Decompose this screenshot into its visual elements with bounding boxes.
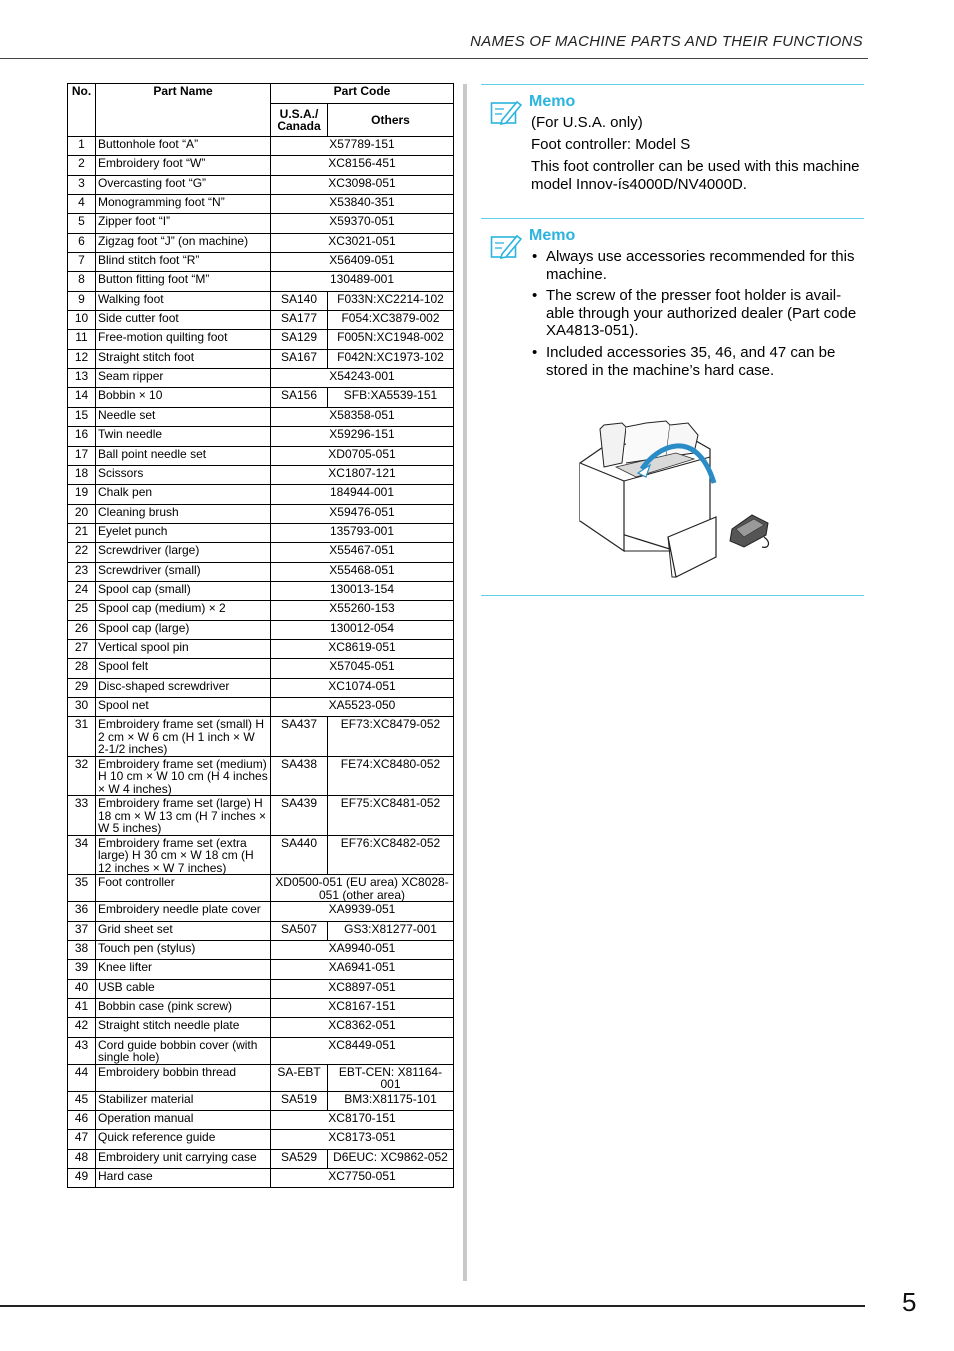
table-row	[68, 717, 454, 757]
part-code-usa: SA507	[271, 921, 328, 940]
part-code-usa: SA440	[271, 835, 328, 875]
part-name: Embroidery foot “W”	[96, 156, 271, 175]
part-name: Screwdriver (small)	[96, 562, 271, 581]
row-number: 45	[68, 1091, 96, 1110]
col-header-others: Others	[328, 104, 454, 137]
part-code-usa: SA-EBT	[271, 1064, 328, 1091]
table-row	[68, 921, 454, 940]
table-row	[68, 678, 454, 697]
part-code: X59296-151	[271, 427, 454, 446]
row-number: 10	[68, 311, 96, 330]
row-number: 48	[68, 1149, 96, 1168]
part-code-others: FE74:XC8480-052	[328, 756, 454, 796]
part-name: Spool cap (large)	[96, 620, 271, 639]
row-number: 23	[68, 562, 96, 581]
memo-title: Memo	[529, 227, 576, 244]
part-code: 135793-001	[271, 523, 454, 542]
part-name: Operation manual	[96, 1111, 271, 1130]
row-number: 1	[68, 137, 96, 156]
part-name: Embroidery bobbin thread	[96, 1064, 271, 1091]
row-number: 24	[68, 581, 96, 600]
table-row	[68, 1091, 454, 1110]
row-number: 13	[68, 369, 96, 388]
table-row	[68, 137, 454, 156]
part-name: Buttonhole foot “A”	[96, 137, 271, 156]
memo-usa-foot-controller	[481, 84, 864, 203]
row-number: 11	[68, 330, 96, 349]
part-name: Button fitting foot “M”	[96, 272, 271, 291]
part-name: Touch pen (stylus)	[96, 941, 271, 960]
part-code: X56409-051	[271, 253, 454, 272]
part-name: Grid sheet set	[96, 921, 271, 940]
row-number: 2	[68, 156, 96, 175]
part-name: Spool net	[96, 697, 271, 716]
row-number: 17	[68, 446, 96, 465]
part-code: XC1074-051	[271, 678, 454, 697]
table-row	[68, 875, 454, 902]
table-row	[68, 1037, 454, 1064]
table-row	[68, 902, 454, 921]
row-number: 8	[68, 272, 96, 291]
table-row	[68, 369, 454, 388]
part-name: Seam ripper	[96, 369, 271, 388]
row-number: 42	[68, 1018, 96, 1037]
part-name: Spool cap (medium) × 2	[96, 601, 271, 620]
part-name: Needle set	[96, 407, 271, 426]
row-number: 19	[68, 485, 96, 504]
parts-table	[67, 83, 454, 1188]
part-name: Embroidery needle plate cover	[96, 902, 271, 921]
table-row	[68, 1169, 454, 1188]
table-row	[68, 796, 454, 836]
table-row	[68, 233, 454, 252]
row-number: 5	[68, 214, 96, 233]
part-code: X59370-051	[271, 214, 454, 233]
table-row	[68, 562, 454, 581]
part-code-others: D6EUC: XC9862-052	[328, 1149, 454, 1168]
part-code: XD0705-051	[271, 446, 454, 465]
table-row	[68, 581, 454, 600]
parts-table-body	[68, 137, 454, 1188]
table-row	[68, 979, 454, 998]
part-code: X57789-151	[271, 137, 454, 156]
row-number: 6	[68, 233, 96, 252]
table-row	[68, 835, 454, 875]
part-name: Embroidery unit carrying case	[96, 1149, 271, 1168]
section-title: NAMES OF MACHINE PARTS AND THEIR FUNCTIONS	[470, 33, 863, 50]
memo-pencil-icon	[490, 232, 522, 260]
row-number: 26	[68, 620, 96, 639]
table-row	[68, 504, 454, 523]
row-number: 20	[68, 504, 96, 523]
memo-accessories	[481, 218, 864, 596]
row-number: 37	[68, 921, 96, 940]
table-row	[68, 407, 454, 426]
row-number: 32	[68, 756, 96, 796]
part-code: XC8156-451	[271, 156, 454, 175]
table-row	[68, 311, 454, 330]
part-name: Zigzag foot “J” (on machine)	[96, 233, 271, 252]
table-row	[68, 156, 454, 175]
part-name: Monogramming foot “N”	[96, 195, 271, 214]
part-code: 130012-054	[271, 620, 454, 639]
row-number: 22	[68, 543, 96, 562]
hard-case-illustration	[576, 417, 776, 579]
part-name: Cord guide bobbin cover (with single hole)	[96, 1037, 271, 1064]
table-row	[68, 485, 454, 504]
memo-body	[531, 114, 861, 198]
table-row	[68, 999, 454, 1018]
part-name: Hard case	[96, 1169, 271, 1188]
part-name: Chalk pen	[96, 485, 271, 504]
row-number: 43	[68, 1037, 96, 1064]
part-code: XA9939-051	[271, 902, 454, 921]
table-row	[68, 253, 454, 272]
part-code-usa: SA519	[271, 1091, 328, 1110]
row-number: 38	[68, 941, 96, 960]
part-name: Blind stitch foot “R”	[96, 253, 271, 272]
part-name: Knee lifter	[96, 960, 271, 979]
part-name: Spool felt	[96, 659, 271, 678]
memo-pencil-icon	[490, 98, 522, 126]
part-code: XC8167-151	[271, 999, 454, 1018]
part-code: XC8449-051	[271, 1037, 454, 1064]
row-number: 12	[68, 349, 96, 368]
part-code: X58358-051	[271, 407, 454, 426]
table-row	[68, 272, 454, 291]
table-row	[68, 195, 454, 214]
part-name: Vertical spool pin	[96, 639, 271, 658]
table-row	[68, 175, 454, 194]
memo-line: Foot controller: Model S	[531, 136, 691, 154]
table-row	[68, 1149, 454, 1168]
part-code-others: F042N:XC1973-102	[328, 349, 454, 368]
memo-line: This foot controller can be used with this machine model Innov-ís4000D/NV4000D.	[531, 158, 860, 193]
part-code: XC7750-051	[271, 1169, 454, 1188]
table-row	[68, 697, 454, 716]
row-number: 15	[68, 407, 96, 426]
part-code-others: SFB:XA5539-151	[328, 388, 454, 407]
part-code: 184944-001	[271, 485, 454, 504]
row-number: 7	[68, 253, 96, 272]
col-header-no: No.	[68, 84, 96, 137]
part-code-usa: SA156	[271, 388, 328, 407]
part-code-usa: SA438	[271, 756, 328, 796]
table-row	[68, 523, 454, 542]
memo-bullet-list	[532, 248, 862, 379]
part-code: XC3021-051	[271, 233, 454, 252]
part-code: XC8362-051	[271, 1018, 454, 1037]
part-name: Stabilizer material	[96, 1091, 271, 1110]
part-name: Straight stitch needle plate	[96, 1018, 271, 1037]
part-code: XC1807-121	[271, 465, 454, 484]
memo-line: (For U.S.A. only)	[531, 114, 643, 131]
part-name: Quick reference guide	[96, 1130, 271, 1149]
memo-bullet: • The screw of the presser foot holder is avail-able through your authorized dealer (Part code XA4813-051).	[532, 287, 862, 340]
part-code-others: EF73:XC8479-052	[328, 717, 454, 757]
part-name: Straight stitch foot	[96, 349, 271, 368]
part-code: X53840-351	[271, 195, 454, 214]
part-name: Foot controller	[96, 875, 271, 902]
part-code: X59476-051	[271, 504, 454, 523]
table-row	[68, 388, 454, 407]
part-code: XC8170-151	[271, 1111, 454, 1130]
col-header-usa-canada: U.S.A./ Canada	[271, 104, 328, 137]
part-code-others: GS3:X81277-001	[328, 921, 454, 940]
table-row	[68, 756, 454, 796]
part-code: XA5523-050	[271, 697, 454, 716]
part-code-usa: SA167	[271, 349, 328, 368]
table-row	[68, 1018, 454, 1037]
part-name: Walking foot	[96, 291, 271, 310]
row-number: 47	[68, 1130, 96, 1149]
part-code-usa: SA129	[271, 330, 328, 349]
row-number: 27	[68, 639, 96, 658]
row-number: 28	[68, 659, 96, 678]
row-number: 18	[68, 465, 96, 484]
part-code: XC3098-051	[271, 175, 454, 194]
part-code: 130013-154	[271, 581, 454, 600]
part-name: Embroidery frame set (small) H 2 cm × W 6 cm (H 1 inch × W 2-1/2 inches)	[96, 717, 271, 757]
col-header-part-name: Part Name	[96, 84, 271, 137]
part-name: Embroidery frame set (extra large) H 30 cm × W 18 cm (H 12 inches × W 7 inches)	[96, 835, 271, 875]
table-row	[68, 214, 454, 233]
memo-bullet: • Always use accessories recommended for this machine.	[532, 248, 862, 283]
table-row	[68, 446, 454, 465]
row-number: 31	[68, 717, 96, 757]
table-row	[68, 1064, 454, 1091]
row-number: 30	[68, 697, 96, 716]
table-row	[68, 639, 454, 658]
part-code-usa: SA140	[271, 291, 328, 310]
table-row	[68, 1130, 454, 1149]
row-number: 16	[68, 427, 96, 446]
part-name: Scissors	[96, 465, 271, 484]
part-code: 130489-001	[271, 272, 454, 291]
part-code: XA6941-051	[271, 960, 454, 979]
row-number: 34	[68, 835, 96, 875]
row-number: 39	[68, 960, 96, 979]
part-code-others: EF76:XC8482-052	[328, 835, 454, 875]
row-number: 44	[68, 1064, 96, 1091]
row-number: 21	[68, 523, 96, 542]
part-name: Eyelet punch	[96, 523, 271, 542]
part-name: Embroidery frame set (medium) H 10 cm × W 10 cm (H 4 inches × W 4 inches)	[96, 756, 271, 796]
part-code: XC8897-051	[271, 979, 454, 998]
part-name: Free-motion quilting foot	[96, 330, 271, 349]
part-code: X55468-051	[271, 562, 454, 581]
part-name: Bobbin × 10	[96, 388, 271, 407]
part-name: Screwdriver (large)	[96, 543, 271, 562]
row-number: 36	[68, 902, 96, 921]
footer-rule	[0, 1305, 865, 1307]
memo-body	[532, 248, 862, 383]
part-name: Overcasting foot “G”	[96, 175, 271, 194]
table-row	[68, 601, 454, 620]
part-code: XD0500-051 (EU area) XC8028-051 (other area)	[271, 875, 454, 902]
part-name: Cleaning brush	[96, 504, 271, 523]
part-code-others: EBT-CEN: X81164-001	[328, 1064, 454, 1091]
table-row	[68, 291, 454, 310]
part-name: Side cutter foot	[96, 311, 271, 330]
memo-title: Memo	[529, 93, 576, 110]
row-number: 33	[68, 796, 96, 836]
part-name: USB cable	[96, 979, 271, 998]
part-code: XA9940-051	[271, 941, 454, 960]
row-number: 25	[68, 601, 96, 620]
table-row	[68, 960, 454, 979]
part-name: Zipper foot “I”	[96, 214, 271, 233]
part-code: XC8173-051	[271, 1130, 454, 1149]
row-number: 4	[68, 195, 96, 214]
row-number: 49	[68, 1169, 96, 1188]
part-name: Bobbin case (pink screw)	[96, 999, 271, 1018]
memo-bullet: • Included accessories 35, 46, and 47 can be stored in the machine’s hard case.	[532, 344, 862, 379]
part-code-usa: SA177	[271, 311, 328, 330]
part-name: Ball point needle set	[96, 446, 271, 465]
table-row	[68, 330, 454, 349]
table-row	[68, 465, 454, 484]
part-code-others: F033N:XC2214-102	[328, 291, 454, 310]
table-row	[68, 659, 454, 678]
row-number: 41	[68, 999, 96, 1018]
row-number: 35	[68, 875, 96, 902]
header-rule	[0, 58, 868, 59]
part-code-others: BM3:X81175-101	[328, 1091, 454, 1110]
table-row	[68, 349, 454, 368]
part-code: XC8619-051	[271, 639, 454, 658]
row-number: 46	[68, 1111, 96, 1130]
part-code: X55260-153	[271, 601, 454, 620]
part-code-usa: SA439	[271, 796, 328, 836]
part-code-others: F005N:XC1948-002	[328, 330, 454, 349]
row-number: 29	[68, 678, 96, 697]
part-code-usa: SA529	[271, 1149, 328, 1168]
page-number: 5	[902, 1287, 917, 1317]
table-row	[68, 620, 454, 639]
table-row	[68, 427, 454, 446]
part-code: X57045-051	[271, 659, 454, 678]
memo-end-rule	[481, 595, 864, 596]
part-code: X55467-051	[271, 543, 454, 562]
part-code-others: EF75:XC8481-052	[328, 796, 454, 836]
row-number: 9	[68, 291, 96, 310]
row-number: 40	[68, 979, 96, 998]
row-number: 3	[68, 175, 96, 194]
part-name: Twin needle	[96, 427, 271, 446]
col-header-part-code: Part Code	[271, 84, 454, 104]
part-code-usa: SA437	[271, 717, 328, 757]
table-row	[68, 941, 454, 960]
column-divider	[463, 84, 467, 1281]
part-name: Spool cap (small)	[96, 581, 271, 600]
part-code: X54243-001	[271, 369, 454, 388]
row-number: 14	[68, 388, 96, 407]
table-row	[68, 1111, 454, 1130]
table-row	[68, 543, 454, 562]
part-code-others: F054:XC3879-002	[328, 311, 454, 330]
part-name: Embroidery frame set (large) H 18 cm × W 13 cm (H 7 inches × W 5 inches)	[96, 796, 271, 836]
part-name: Disc-shaped screwdriver	[96, 678, 271, 697]
